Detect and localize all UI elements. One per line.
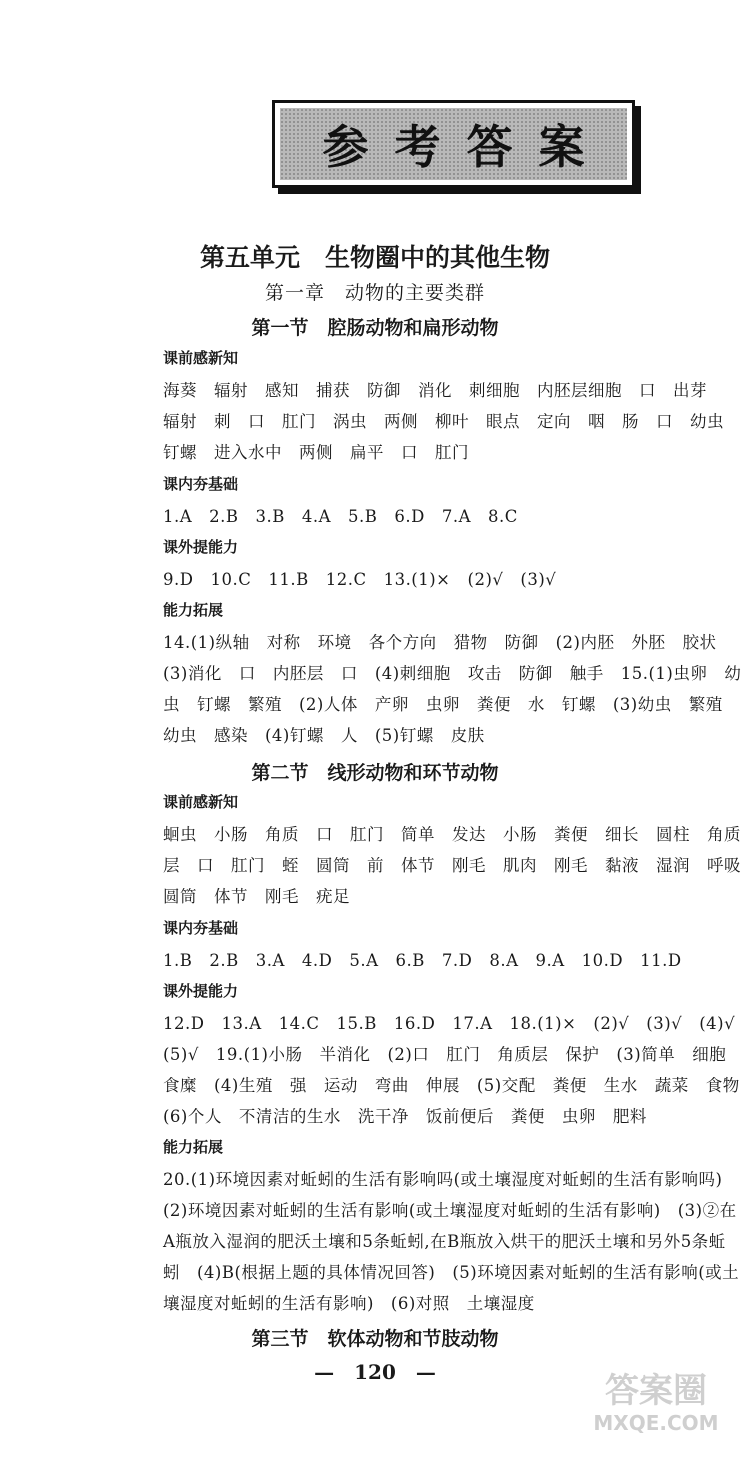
answer-line: 20.(1)环境因素对蚯蚓的生活有影响吗(或土壤湿度对蚯蚓的生活有影响吗)	[163, 1170, 723, 1189]
answer-line: (6)个人 不清洁的生水 洗干净 饭前便后 粪便 虫卵 肥料	[163, 1107, 647, 1126]
banner-background	[280, 108, 627, 180]
section-title: 第三节 软体动物和节肢动物	[251, 1328, 499, 1350]
watermark-logo	[576, 1371, 736, 1439]
answer-line: 食糜 (4)生殖 强 运动 弯曲 伸展 (5)交配 粪便 生水 蔬菜 食物	[163, 1076, 740, 1095]
section-title: 第一节 腔肠动物和扁形动物	[251, 317, 499, 339]
subheading: 能力拓展	[163, 601, 224, 619]
answer-line: 12.D 13.A 14.C 15.B 16.D 17.A 18.(1)× (2)√ (3)√ (4)√	[163, 1014, 736, 1033]
answer-line: (2)环境因素对蚯蚓的生活有影响(或土壤湿度对蚯蚓的生活有影响) (3)②在	[163, 1201, 737, 1220]
answer-line: 1.A 2.B 3.B 4.A 5.B 6.D 7.A 8.C	[163, 507, 518, 526]
chapter-title: 第一章 动物的主要类群	[264, 282, 485, 304]
answer-line: 幼虫 感染 (4)钉螺 人 (5)钉螺 皮肤	[163, 726, 485, 745]
subheading: 课前感新知	[163, 793, 239, 811]
answer-line: (5)√ 19.(1)小肠 半消化 (2)口 肛门 角质层 保护 (3)简单 细胞	[163, 1045, 727, 1064]
answer-line: 壤湿度对蚯蚓的生活有影响) (6)对照 土壤湿度	[163, 1294, 535, 1313]
answer-line: 蛔虫 小肠 角质 口 肛门 简单 发达 小肠 粪便 细长 圆柱 角质	[163, 825, 741, 844]
page-number: — 120 —	[314, 1360, 436, 1384]
subheading: 课内夯基础	[163, 475, 239, 493]
subheading: 课外提能力	[163, 538, 239, 556]
answer-line: 9.D 10.C 11.B 12.C 13.(1)× (2)√ (3)√	[163, 570, 557, 589]
answer-line: 辐射 刺 口 肛门 涡虫 两侧 柳叶 眼点 定向 咽 肠 口 幼虫	[163, 412, 724, 431]
answer-line: 海葵 辐射 感知 捕获 防御 消化 刺细胞 内胚层细胞 口 出芽	[163, 381, 707, 400]
answer-line: 蚓 (4)B(根据上题的具体情况回答) (5)环境因素对蚯蚓的生活有影响(或土	[163, 1263, 740, 1282]
answer-line: 圆筒 体节 刚毛 疣足	[163, 887, 350, 906]
answer-line: 钉螺 进入水中 两侧 扁平 口 肛门	[163, 443, 469, 462]
answer-line: 14.(1)纵轴 对称 环境 各个方向 猎物 防御 (2)内胚 外胚 胶状	[163, 633, 717, 652]
banner-title: 参考答案	[322, 120, 611, 174]
answer-line: 1.B 2.B 3.A 4.D 5.A 6.B 7.D 8.A 9.A 10.D 11.D	[163, 951, 682, 970]
section-title: 第二节 线形动物和环节动物	[251, 762, 499, 784]
answer-line: 虫 钉螺 繁殖 (2)人体 产卵 虫卵 粪便 水 钉螺 (3)幼虫 繁殖	[163, 695, 723, 714]
answer-line: 层 口 肛门 蛭 圆筒 前 体节 刚毛 肌肉 刚毛 黏液 湿润 呼吸	[163, 856, 741, 875]
unit-title: 第五单元 生物圈中的其他生物	[199, 243, 550, 272]
subheading: 课前感新知	[163, 349, 239, 367]
answer-line: (3)消化 口 内胚层 口 (4)刺细胞 攻击 防御 触手 15.(1)虫卵 幼	[163, 664, 742, 683]
subheading: 课内夯基础	[163, 919, 239, 937]
watermark-logo-text: 答案圈	[605, 1371, 707, 1411]
subheading: 能力拓展	[163, 1138, 224, 1156]
answer-line: A瓶放入湿润的肥沃土壤和5条蚯蚓,在B瓶放入烘干的肥沃土壤和另外5条蚯	[163, 1232, 726, 1251]
watermark-url: MXQE.COM	[593, 1411, 719, 1435]
answer-key-banner	[272, 100, 635, 188]
subheading: 课外提能力	[163, 982, 239, 1000]
